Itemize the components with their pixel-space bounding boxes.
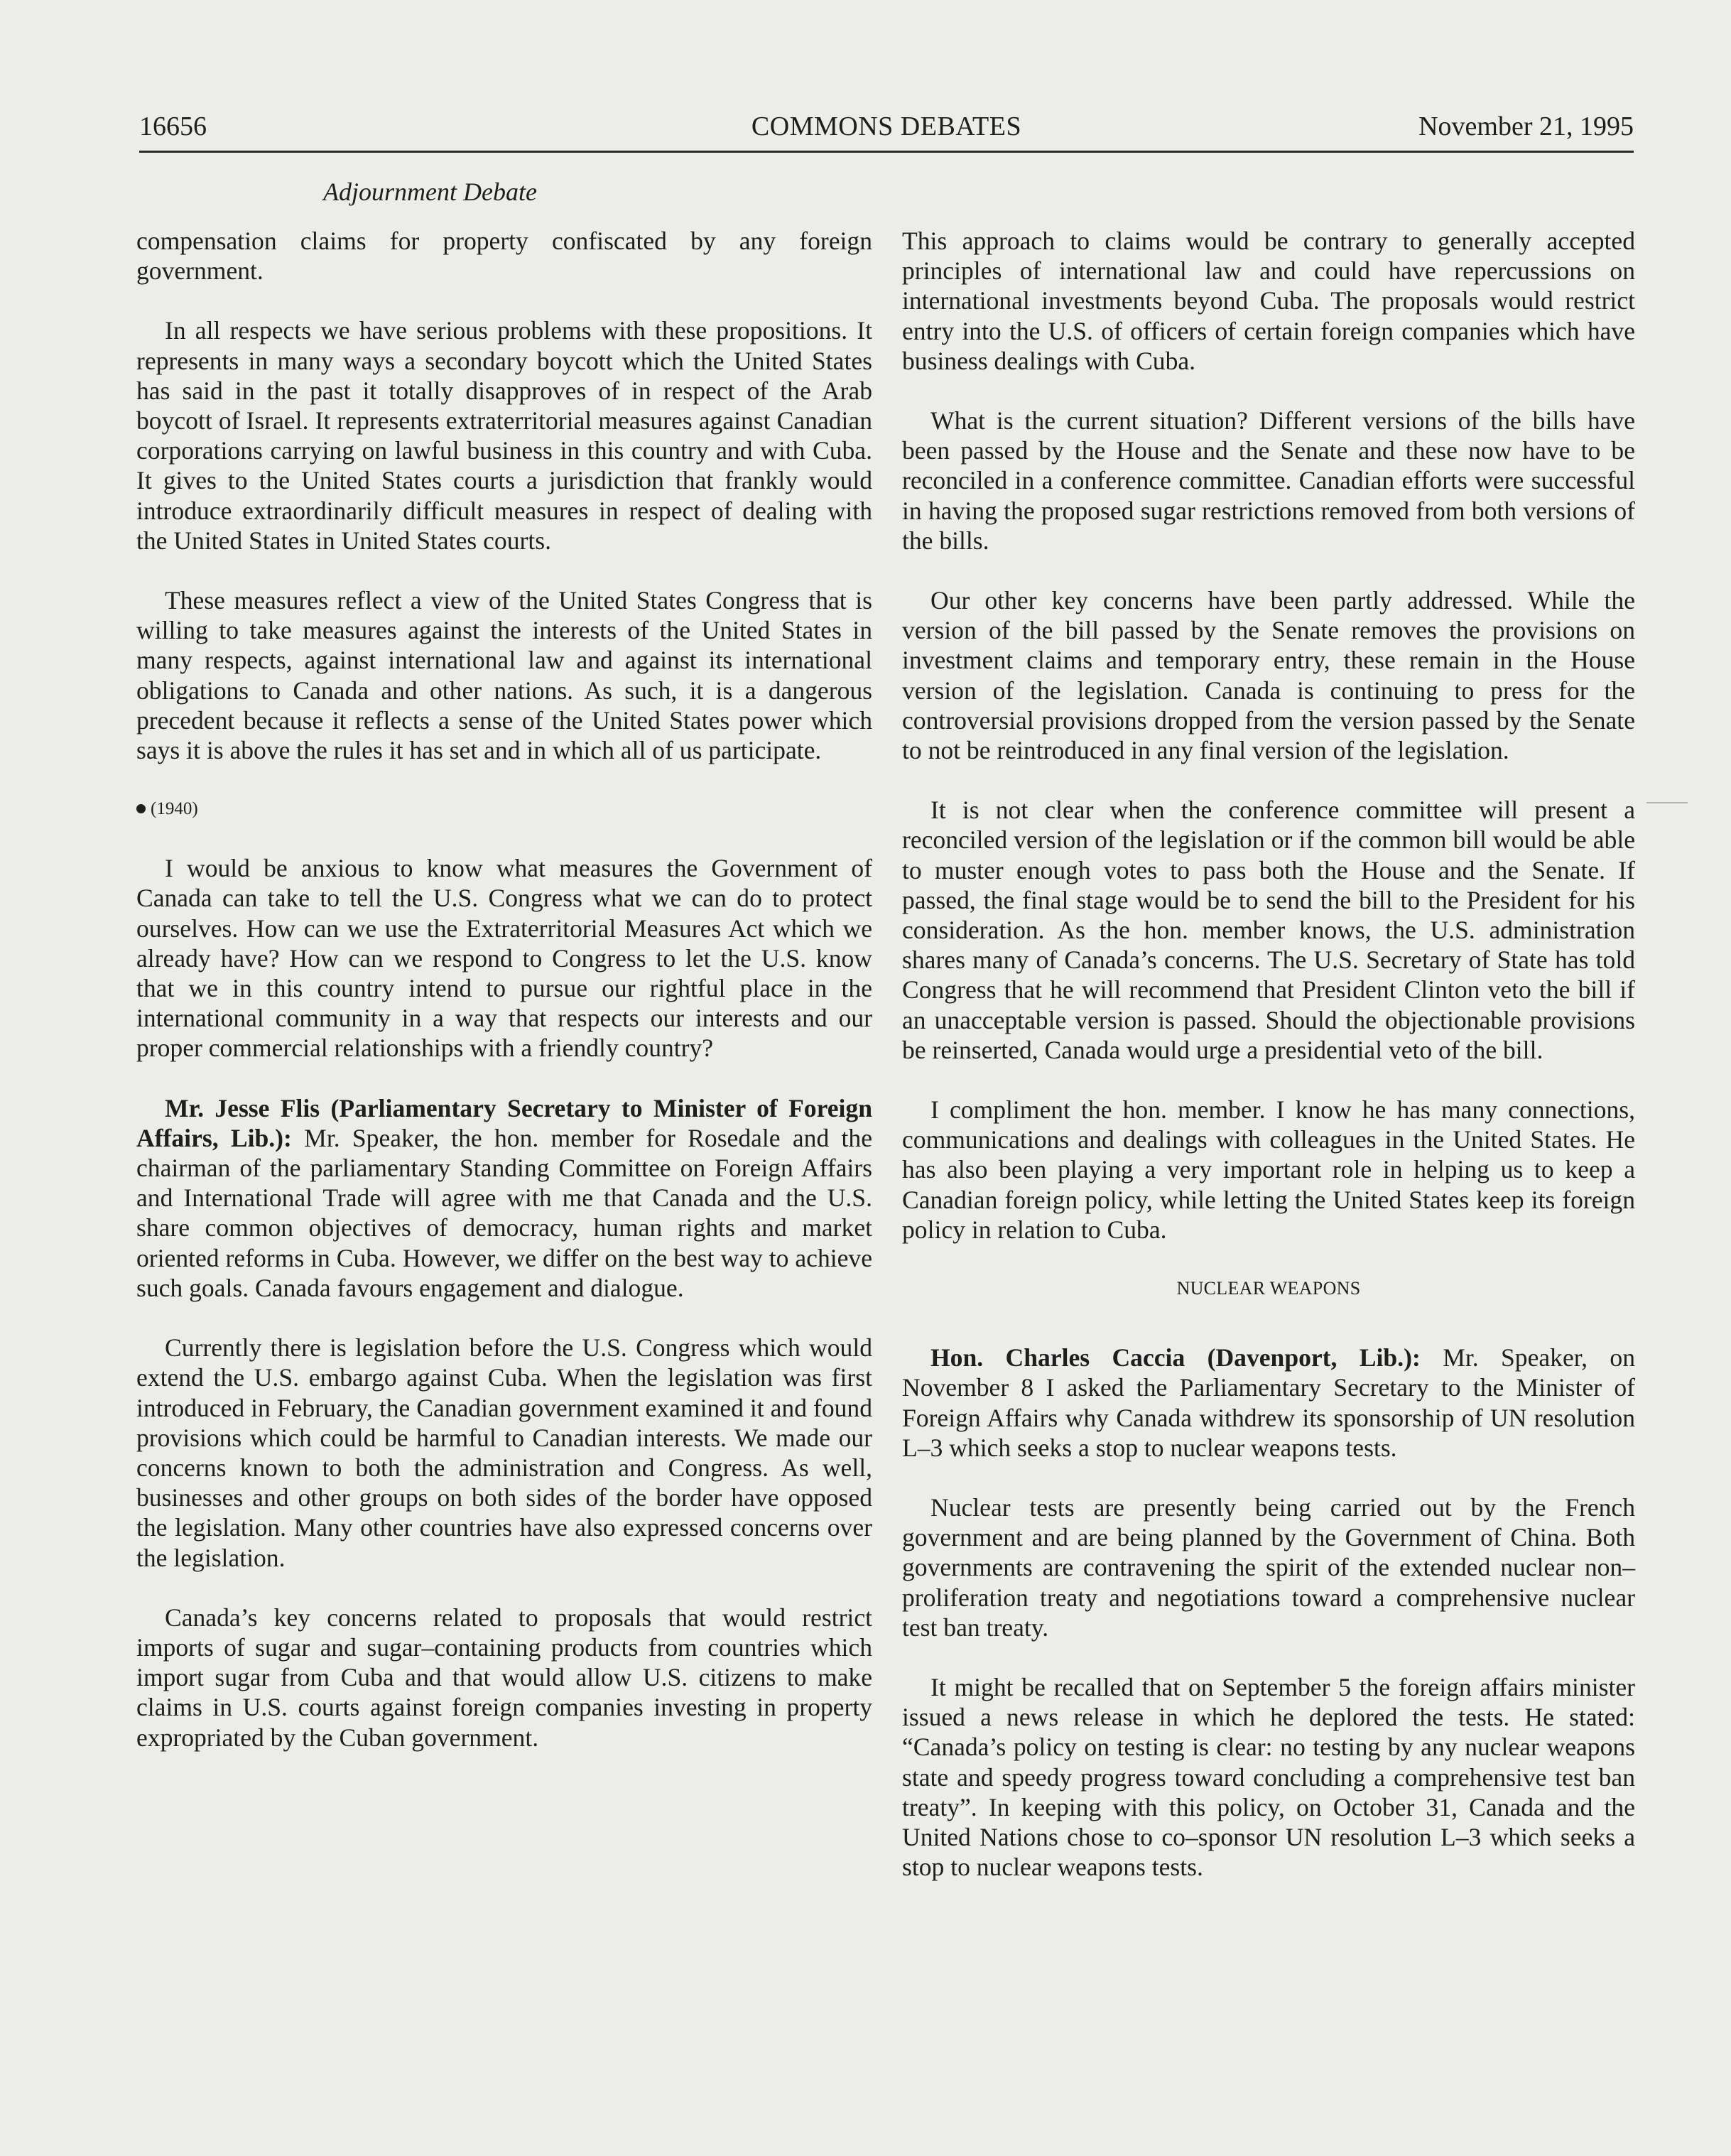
paragraph: This approach to claims would be contrary to generally accepted principles of international law and could have repercussions on international investments beyond Cuba. The proposals would restrict entry into the U.S. of officers of certain foreign companies which have business dealings with Cuba. (902, 227, 1635, 375)
page-number: 16656 (139, 112, 207, 141)
paragraph: I would be anxious to know what measures the Government of Canada can take to tell the U.S. Congress what we can do to protect ourselves. How can we use the Extraterritorial Measures Act which we already have? How can we respond to Congress to let the U.S. know that we in this country intend to pursue our rightful place in the international community in a way that respects our interests and our proper commercial relationships with a friendly country? (136, 854, 872, 1063)
timestamp-marker (136, 795, 872, 823)
paragraph: Currently there is legislation before the U.S. Congress which would extend the U.S. embargo against Cuba. When the legislation was first introduced in February, the Canadian government examined it and found provisions which could be harmful to Canadian interests. We made our concerns known to both the administration and Congress. As well, businesses and other groups on both sides of the border have opposed the legislation. Many other countries have also expressed concerns over the legislation. (136, 1333, 872, 1572)
paragraph: It might be recalled that on September 5 the foreign affairs minister issued a news release in which he deplored the tests. He stated: “Canada’s policy on testing is clear: no testing by any nuclear weapons state and speedy progress toward concluding a comprehensive test ban treaty”. In keeping with this policy, on October 31, Canada and the United Nations chose to co–sponsor UN resolution L–3 which seeks a stop to nuclear weapons tests. (902, 1672, 1635, 1882)
speech-paragraph (902, 1343, 1635, 1463)
subheading-nuclear-weapons: NUCLEAR WEAPONS (1176, 1278, 1361, 1299)
paragraph: In all respects we have serious problems with these propositions. It represents in many ways a secondary boycott which the United States has said in the past it totally disapproves of in respect of the Arab boycott of Israel. It represents extraterritorial measures against Canadian corporations carrying on lawful business in this country and with Cuba. It gives to the United States courts a jurisdiction that frankly would introduce extraordinarily difficult measures in respect of dealing with the United States in United States courts. (136, 316, 872, 555)
paragraph: I compliment the hon. member. I know he has many connections, communications and dealings with colleagues in the United States. He has also been playing a very important role in helping us to keep a Canadian foreign policy, while letting the United States keep its foreign policy in relation to Cuba. (902, 1095, 1635, 1244)
speech-paragraph (136, 1093, 872, 1303)
paragraph: What is the current situation? Different versions of the bills have been passed by the House and the Senate and these now have to be reconciled in a conference committee. Canadian efforts were successful in having the proposed sugar restrictions removed from both versions of the bills. (902, 406, 1635, 555)
timestamp-text: (1940) (151, 799, 198, 819)
page-header (139, 107, 1634, 146)
speech-text: Mr. Speaker, on November 8 I asked the Parliamentary Secretary to the Minister of Foreign Affairs why Canada withdrew its sponsorship of UN resolution L–3 which seeks a stop to nuclear weapons tests. (902, 1343, 1636, 1462)
paragraph: Nuclear tests are presently being carried out by the French government and are being planned by the Government of China. Both governments are contravening the spirit of the extended nuclear non–proliferation treaty and negotiations toward a comprehensive nuclear test ban treaty. (902, 1493, 1635, 1642)
paragraph: compensation claims for property confiscated by any foreign government. (136, 227, 872, 286)
paragraph: Our other key concerns have been partly addressed. While the version of the bill passed by the Senate removes the provisions on investment claims and temporary entry, these remain in the House version of the legislation. Canada is continuing to press for the controversial provisions dropped from the version passed by the Senate to not be reintroduced in any final version of the legislation. (902, 586, 1635, 765)
speech-text: Mr. Speaker, the hon. member for Rosedale and the chairman of the parliamentary Standing Committee on Foreign Affairs and International Trade will agree with me that Canada and the U.S. share common objectives of democracy, human rights and market oriented reforms in Cuba. However, we differ on the best way to achieve such goals. Canada favours engagement and dialogue. (136, 1123, 873, 1302)
publication-date: November 21, 1995 (1418, 112, 1634, 141)
paragraph: It is not clear when the conference committee will present a reconciled version of the legislation or if the common bill would be able to muster enough votes to pass both the House and the Senate. If passed, the final stage would be to send the bill to the President for his consideration. As the hon. member knows, the U.S. administration shares many of Canada’s concerns. The U.S. Secretary of State has told Congress that he will recommend that President Clinton veto the bill if an unacceptable version is passed. Should the objectionable provisions be reinserted, Canada would urge a presidential veto of the bill. (902, 796, 1635, 1064)
speaker-name: Hon. Charles Caccia (Davenport, Lib.): (930, 1343, 1421, 1372)
journal-title: COMMONS DEBATES (751, 112, 1022, 141)
margin-mark (1646, 802, 1688, 803)
bullet-icon (136, 804, 146, 813)
header-rule (139, 151, 1634, 153)
left-column (136, 226, 872, 1753)
speaker-name: Mr. Jesse Flis (Parliamentary Secretary to Minister of Foreign Affairs, Lib.): (136, 1093, 872, 1152)
section-title: Adjournment Debate (323, 178, 537, 206)
right-column (902, 226, 1635, 1882)
paragraph: These measures reflect a view of the United States Congress that is willing to take measures against the interests of the United States in many respects, against international law and against its international obligations to Canada and other nations. As such, it is a dangerous precedent because it reflects a sense of the United States power which says it is above the rules it has set and in which all of us participate. (136, 586, 872, 765)
paragraph: Canada’s key concerns related to proposals that would restrict imports of sugar and sugar–containing products from countries which import sugar from Cuba and that would allow U.S. citizens to make claims in U.S. courts against foreign companies investing in property expropriated by the Cuban government. (136, 1603, 872, 1752)
